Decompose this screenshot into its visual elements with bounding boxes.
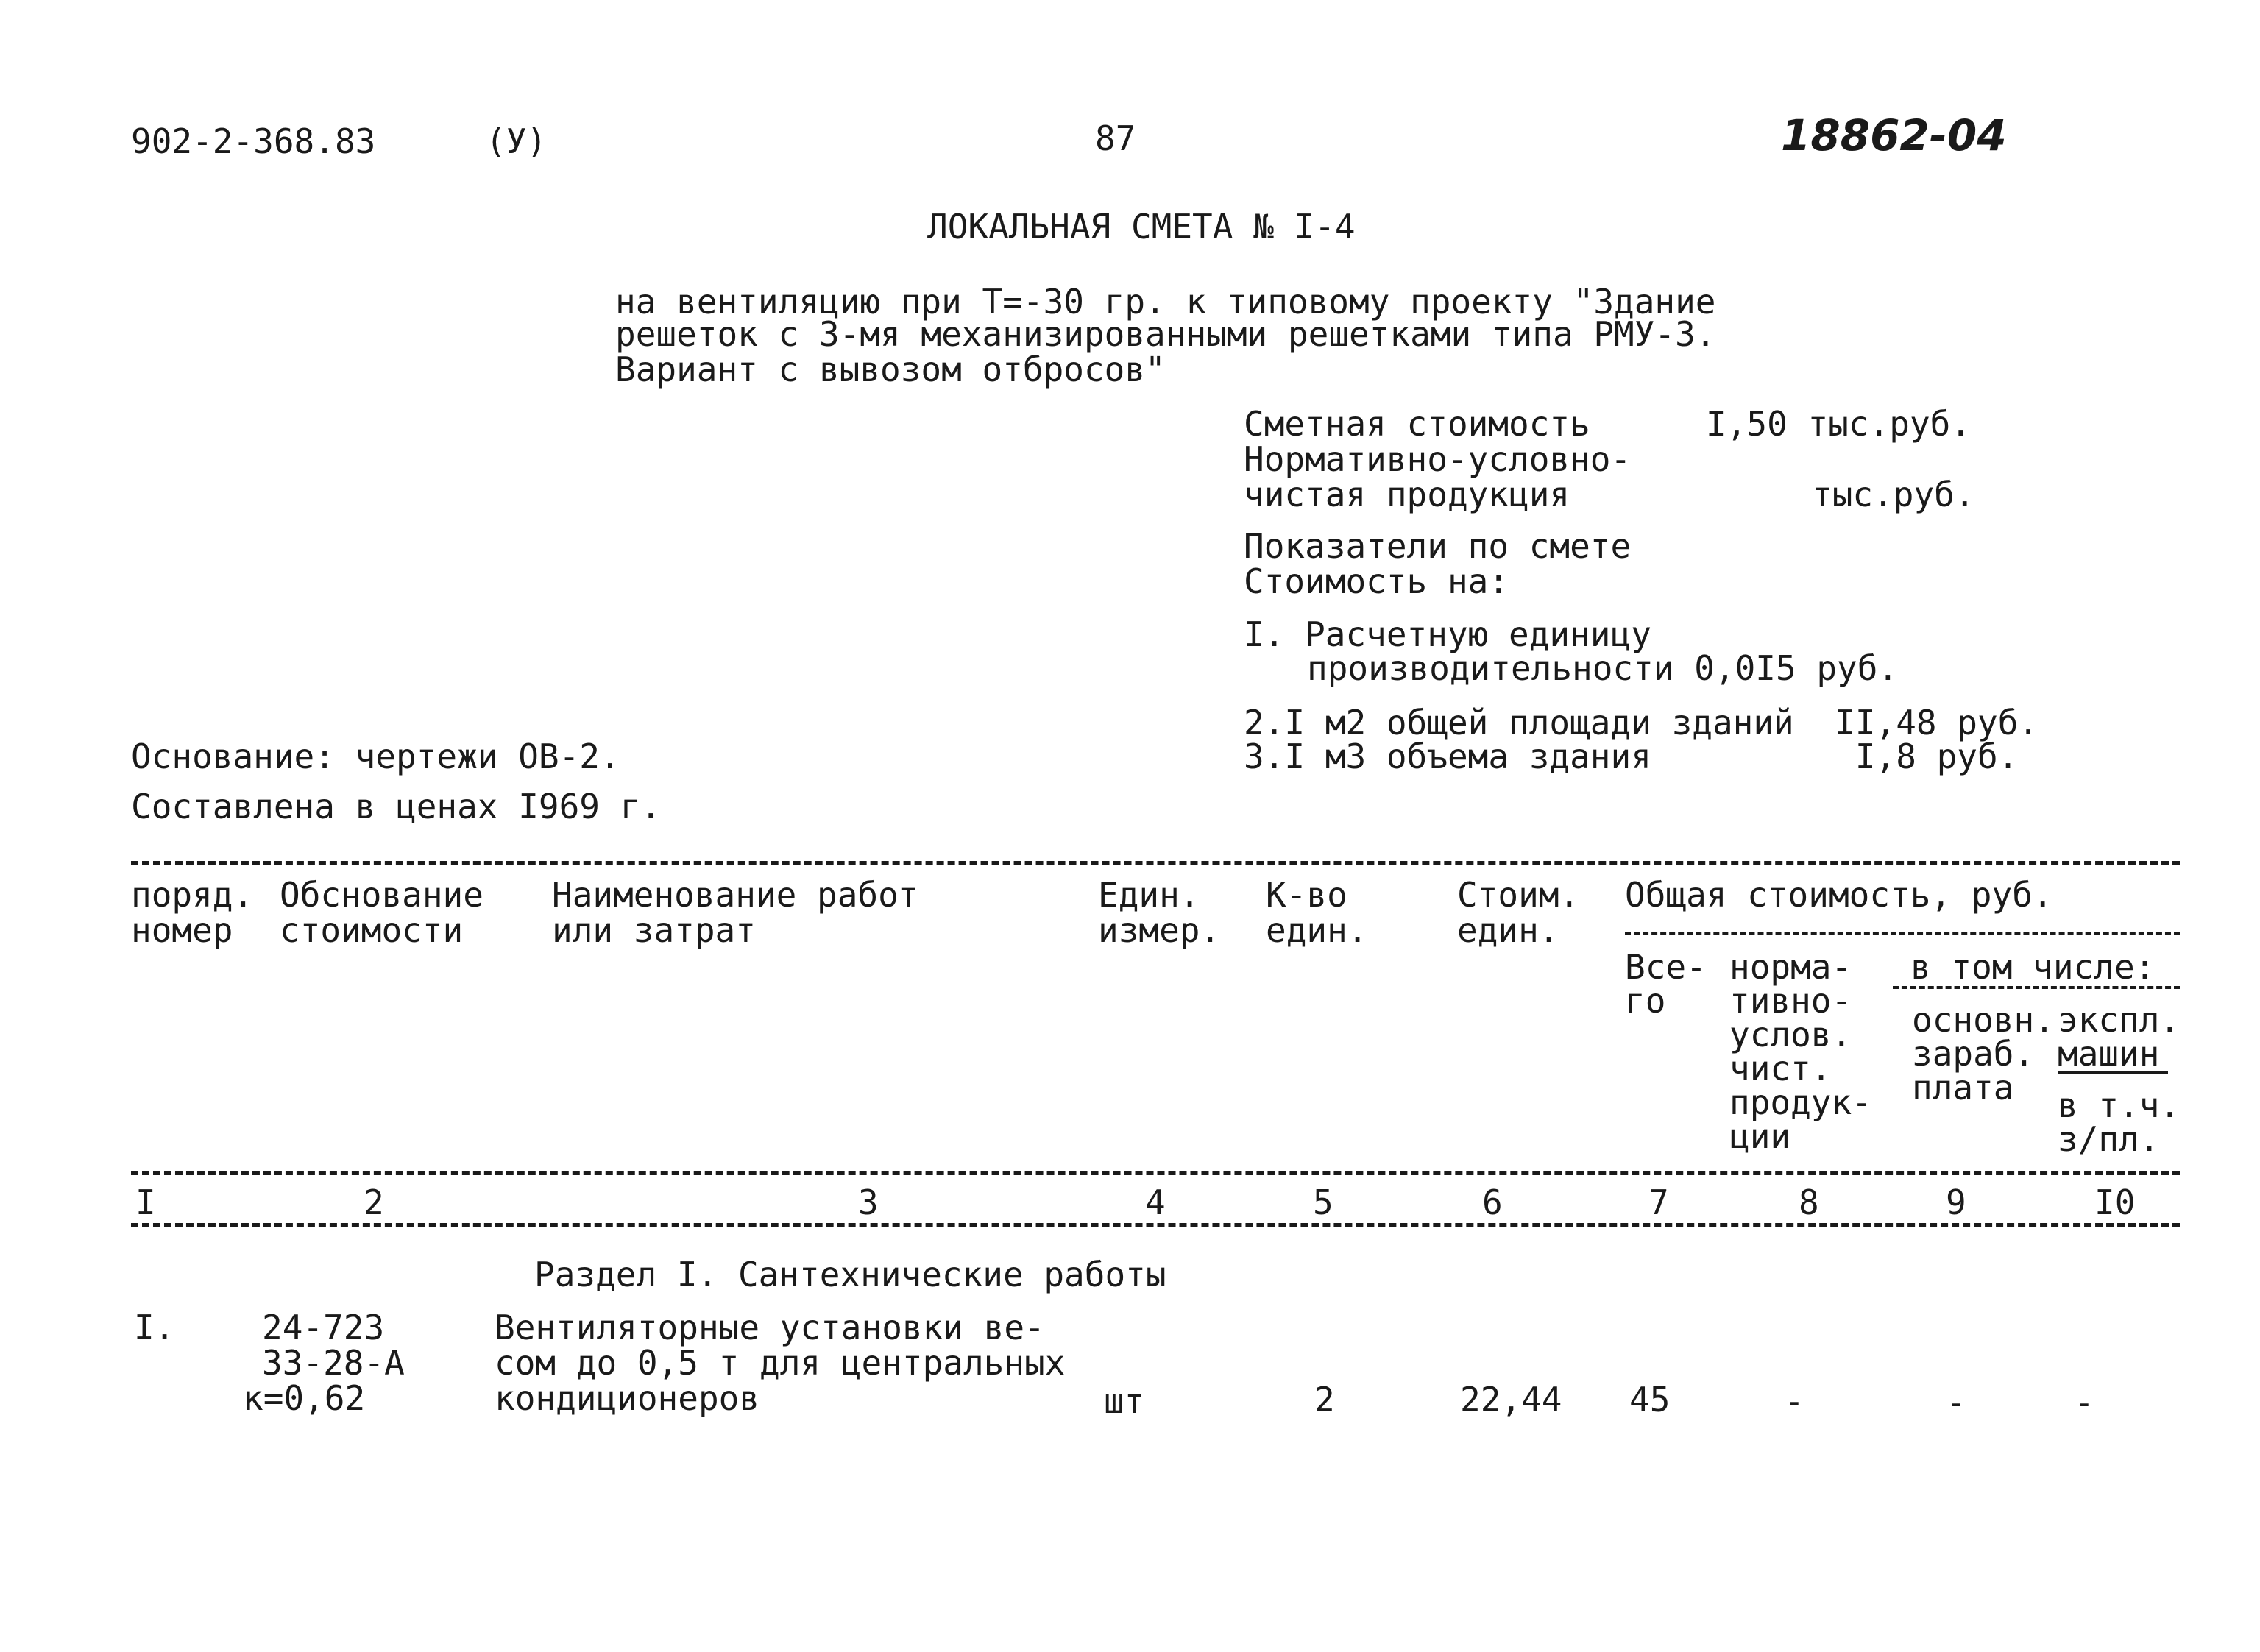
row-basis-3: к=0,62: [243, 1378, 366, 1418]
title-line-3: Вариант с вывозом отбросов": [615, 350, 1166, 389]
title-line-2: решеток с 3-мя механизированными решетками типа РМУ-3.: [615, 314, 1716, 354]
column-number: 6: [1482, 1183, 1503, 1222]
row-name-2: сом до 0,5 т для центральных: [495, 1343, 1066, 1383]
header-machines-3: в т.ч.: [2058, 1085, 2181, 1125]
header-unit-2: измер.: [1098, 910, 1221, 950]
indicator-3: 3.I м3 объема здания I,8 руб.: [1244, 737, 2019, 776]
row-name-1: Вентиляторные установки ве-: [495, 1308, 1045, 1347]
header-work-name-1: Наименование работ: [552, 875, 919, 915]
header-salary-2: зараб.: [1912, 1034, 2035, 1074]
basis-line: Основание: чертежи ОВ-2.: [131, 737, 620, 776]
cost-on-label: Стоимость на:: [1244, 561, 1509, 601]
header-normative-1: норма-: [1729, 947, 1852, 987]
column-number: 2: [364, 1183, 384, 1222]
cost-label: Сметная стоимость: [1244, 404, 1590, 444]
row-unit: шт: [1104, 1381, 1145, 1421]
header-basis-1: Обснование: [280, 875, 483, 915]
section-title: Раздел I. Сантехнические работы: [534, 1255, 1166, 1294]
header-total-cost: Общая стоимость, руб.: [1625, 875, 2053, 915]
header-total-1: Все-: [1625, 947, 1707, 987]
normative-label-2: чистая продукция: [1244, 475, 1570, 514]
header-machines-4: з/пл.: [2058, 1119, 2160, 1159]
table-header-rule: [131, 1171, 2180, 1175]
column-number: 7: [1648, 1183, 1669, 1222]
header-normative-3: услов.: [1729, 1015, 1852, 1054]
header-salary-1: основн.: [1912, 1000, 2055, 1040]
header-normative-4: чист.: [1729, 1049, 1832, 1088]
header-quantity-1: К-во: [1266, 875, 1347, 915]
row-machines: -: [2074, 1383, 2094, 1422]
title-line-1: на вентиляцию при Т=-30 гр. к типовому проекту "Здание: [615, 282, 1716, 322]
header-salary-3: плата: [1912, 1068, 2014, 1107]
page-number: 87: [1095, 118, 1136, 158]
normative-label-1: Нормативно-условно-: [1244, 439, 1632, 479]
header-normative-5: продук-: [1729, 1082, 1872, 1122]
column-number: 3: [858, 1183, 879, 1222]
header-basis-2: стоимости: [280, 910, 464, 950]
header-quantity-2: един.: [1266, 910, 1368, 950]
row-quantity: 2: [1314, 1380, 1335, 1419]
header-normative-6: ции: [1729, 1116, 1791, 1156]
indicator-2: 2.I м2 общей площади зданий II,48 руб.: [1244, 703, 2039, 742]
header-normative-2: тивно-: [1729, 981, 1852, 1021]
column-number: I: [135, 1183, 156, 1222]
prices-line: Составлена в ценах I969 г.: [131, 787, 662, 826]
table-top-rule: [131, 861, 2180, 865]
normative-unit: тыс.руб.: [1812, 475, 1975, 514]
header-unit-cost-1: Стоим.: [1457, 875, 1580, 915]
column-number: 5: [1313, 1183, 1333, 1222]
header-machines-1: экспл.: [2058, 1000, 2181, 1040]
header-machines-2: машин: [2058, 1034, 2160, 1074]
column-number: 9: [1946, 1183, 1966, 1222]
header-total-underline: [1625, 932, 2180, 935]
row-basis-2: 33-28-А: [262, 1343, 405, 1383]
header-including: в том числе:: [1910, 947, 2155, 987]
header-including-underline: [1893, 986, 2180, 989]
header-machines-underline: [2058, 1071, 2168, 1074]
header-unit-cost-2: един.: [1457, 910, 1559, 950]
row-normative: -: [1784, 1381, 1804, 1421]
document-mark: (У): [486, 121, 548, 161]
indicator-1-line-2: производительности 0,0I5 руб.: [1307, 648, 1899, 688]
handwritten-number: 18862-04: [1781, 110, 2007, 160]
row-name-3: кондиционеров: [495, 1378, 760, 1418]
row-unit-cost: 22,44: [1460, 1380, 1562, 1419]
cost-value: I,50 тыс.руб.: [1706, 404, 1972, 444]
estimate-heading: ЛОКАЛЬНАЯ СМЕТА № I-4: [927, 207, 1356, 247]
header-order-number-1: поряд.: [131, 875, 254, 915]
row-basis-1: 24-723: [262, 1308, 385, 1347]
column-number: 8: [1799, 1183, 1819, 1222]
row-total: 45: [1629, 1380, 1671, 1419]
row-salary: -: [1946, 1383, 1966, 1422]
header-work-name-2: или затрат: [552, 910, 756, 950]
document-code: 902-2-368.83: [131, 121, 376, 161]
header-unit-1: Един.: [1098, 875, 1200, 915]
header-total-2: го: [1625, 981, 1666, 1021]
indicators-title: Показатели по смете: [1244, 526, 1632, 566]
column-numbers-rule: [131, 1223, 2180, 1227]
row-number: I.: [134, 1308, 175, 1347]
column-number: I0: [2094, 1183, 2136, 1222]
header-order-number-2: номер: [131, 910, 233, 950]
indicator-1-line-1: I. Расчетную единицу: [1244, 614, 1651, 654]
column-number: 4: [1145, 1183, 1166, 1222]
